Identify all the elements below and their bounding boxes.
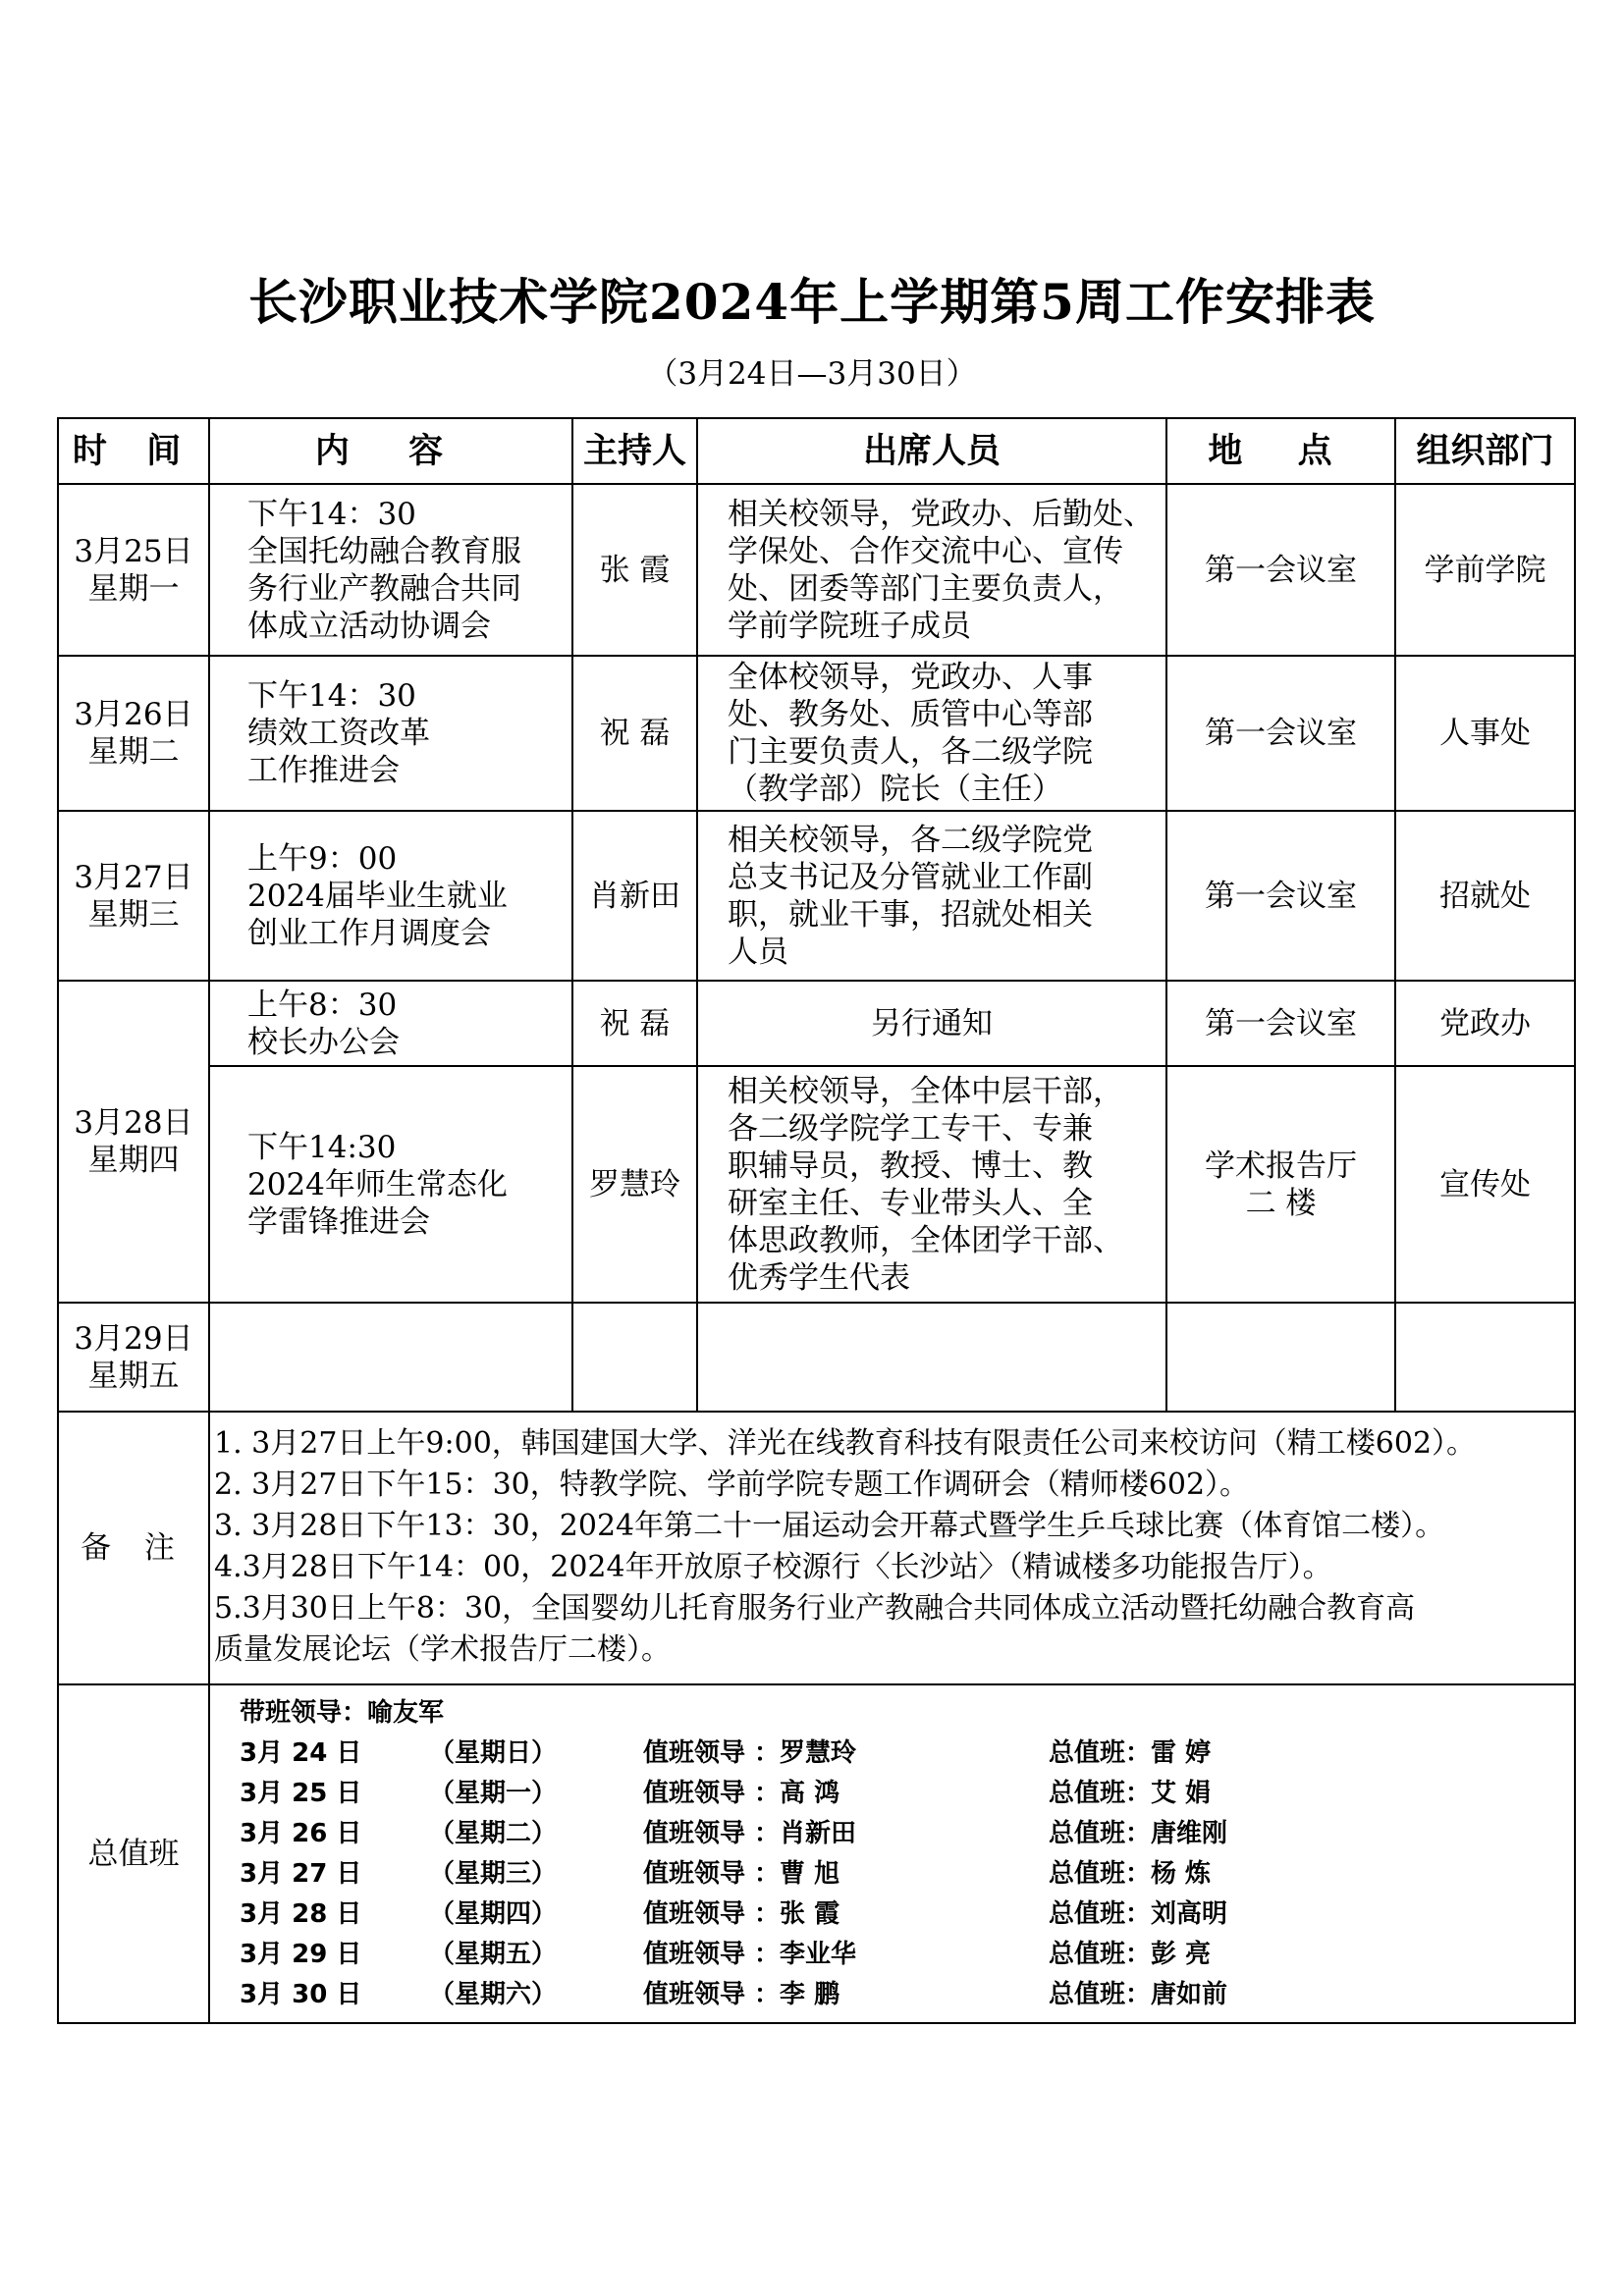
duty-entry (240, 1734, 1574, 1774)
row-location: 第一会议室 (1166, 656, 1395, 811)
note-item: 5.3月30日上午8：30，全国婴幼儿托育服务行业产教融合共同体成立活动暨托幼融合教育高 (214, 1591, 1416, 1626)
row-dept: 招就处 (1395, 811, 1575, 981)
duty-entry (240, 1854, 1574, 1895)
row-host: 祝 磊 (572, 656, 697, 811)
row-content (209, 1303, 572, 1412)
duty-date: 3月 25 日 (240, 1778, 362, 1808)
duty-leader: 值班领导 ：李业华 (643, 1939, 857, 1969)
table-row (58, 1066, 1575, 1303)
row-date: 3月28日 星期四 (58, 981, 209, 1303)
duty-leader: 值班领导 ：张 霞 (643, 1898, 840, 1929)
table-row (58, 656, 1575, 811)
schedule-table (57, 417, 1576, 2024)
row-dept (1395, 1303, 1575, 1412)
row-attendees: 全体校领导，党政办、人事 处、教务处、质管中心等部 门主要负责人，各二级学院 （教学部）院长（主任） (697, 656, 1166, 811)
duty-leader: 值班领导 ：李 鹏 (643, 1979, 840, 2009)
duty-content (209, 1684, 1575, 2023)
notes-row (58, 1412, 1575, 1684)
row-date: 3月25日 星期一 (58, 484, 209, 656)
header-time: 时 间 (58, 418, 209, 484)
row-date: 3月26日 星期二 (58, 656, 209, 811)
duty-weekday: （星期日） (429, 1737, 558, 1768)
duty-chief: 总值班：唐如前 (1049, 1979, 1228, 2009)
date-range-subtitle: （3月24日—3月30日） (647, 356, 977, 392)
notes-content (209, 1412, 1575, 1684)
row-host: 祝 磊 (572, 981, 697, 1066)
duty-row (58, 1684, 1575, 2023)
row-host: 张 霞 (572, 484, 697, 656)
duty-weekday: （星期三） (429, 1858, 558, 1889)
note-item: 4.3月28日下午14：00，2024年开放原子校源行〈长沙站〉（精诚楼多功能报告厅）。 (214, 1550, 1332, 1584)
row-dept: 党政办 (1395, 981, 1575, 1066)
note-item: 1. 3月27日上午9:00，韩国建国大学、洋光在线教育科技有限责任公司来校访问（精工楼602）。 (214, 1426, 1477, 1461)
duty-entry (240, 1895, 1574, 1935)
duty-weekday: （星期六） (429, 1979, 558, 2009)
notes-label: 备 注 (58, 1412, 209, 1684)
row-content: 上午8：30 校长办公会 (209, 981, 572, 1066)
duty-weekday: （星期二） (429, 1818, 558, 1848)
duty-date: 3月 29 日 (240, 1939, 362, 1969)
table-row (58, 811, 1575, 981)
row-location: 第一会议室 (1166, 981, 1395, 1066)
row-attendees: 相关校领导，各二级学院党 总支书记及分管就业工作副 职，就业干事，招就处相关 人员 (697, 811, 1166, 981)
header-location: 地 点 (1166, 418, 1395, 484)
note-item: 2. 3月27日下午15：30，特教学院、学前学院专题工作调研会（精师楼602）。 (214, 1468, 1250, 1502)
duty-entry (240, 1814, 1574, 1854)
header-dept: 组织部门 (1395, 418, 1575, 484)
table-header-row (58, 418, 1575, 484)
row-dept: 宣传处 (1395, 1066, 1575, 1303)
row-dept: 学前学院 (1395, 484, 1575, 656)
header-content: 内 容 (209, 418, 572, 484)
row-location (1166, 1303, 1395, 1412)
row-date: 3月29日 星期五 (58, 1303, 209, 1412)
duty-leader: 值班领导 ：高 鸿 (643, 1778, 840, 1808)
row-dept: 人事处 (1395, 656, 1575, 811)
row-location: 第一会议室 (1166, 811, 1395, 981)
row-content: 下午14：30 全国托幼融合教育服 务行业产教融合共同 体成立活动协调会 (209, 484, 572, 656)
row-content: 下午14:30 2024年师生常态化 学雷锋推进会 (209, 1066, 572, 1303)
duty-chief: 总值班：雷 婷 (1049, 1737, 1212, 1768)
row-content: 上午9：00 2024届毕业生就业 创业工作月调度会 (209, 811, 572, 981)
duty-chief: 总值班：唐维刚 (1049, 1818, 1228, 1848)
duty-leader: 值班领导 ：肖新田 (643, 1818, 857, 1848)
duty-weekday: （星期四） (429, 1898, 558, 1929)
duty-weekday: （星期五） (429, 1939, 558, 1969)
row-attendees: 相关校领导，党政办、后勤处、 学保处、合作交流中心、宣传 处、团委等部门主要负责人， 学前学院班子成员 (697, 484, 1166, 656)
row-content: 下午14：30 绩效工资改革 工作推进会 (209, 656, 572, 811)
row-host: 肖新田 (572, 811, 697, 981)
header-attendees: 出席人员 (697, 418, 1166, 484)
document-title: 长沙职业技术学院2024年上学期第5周工作安排表 (248, 273, 1376, 331)
note-item: 3. 3月28日下午13：30，2024年第二十一届运动会开幕式暨学生乒乓球比赛（体育馆二楼）。 (214, 1509, 1445, 1543)
duty-label: 总值班 (58, 1684, 209, 2023)
duty-weekday: （星期一） (429, 1778, 558, 1808)
duty-date: 3月 27 日 (240, 1858, 362, 1889)
note-item: 质量发展论坛（学术报告厅二楼）。 (214, 1632, 671, 1667)
table-row (58, 981, 1575, 1066)
table-row (58, 484, 1575, 656)
duty-date: 3月 30 日 (240, 1979, 362, 2009)
duty-entry (240, 1935, 1574, 1975)
duty-chief: 总值班：刘高明 (1049, 1898, 1228, 1929)
duty-date: 3月 24 日 (240, 1737, 362, 1768)
row-host (572, 1303, 697, 1412)
row-attendees: 相关校领导，全体中层干部， 各二级学院学工专干、专兼 职辅导员，教授、博士、教 研室主任、专业带头人、全 体思政教师，全体团学干部、 优秀学生代表 (697, 1066, 1166, 1303)
duty-chief: 总值班：彭 亮 (1049, 1939, 1212, 1969)
row-location: 学术报告厅 二 楼 (1166, 1066, 1395, 1303)
row-attendees (697, 1303, 1166, 1412)
header-host: 主持人 (572, 418, 697, 484)
duty-chief: 总值班：杨 炼 (1049, 1858, 1212, 1889)
duty-date: 3月 28 日 (240, 1898, 362, 1929)
row-attendees: 另行通知 (697, 981, 1166, 1066)
duty-leader: 值班领导 ：罗慧玲 (643, 1737, 857, 1768)
duty-entry (240, 1774, 1574, 1814)
table-row (58, 1303, 1575, 1412)
duty-chief: 总值班：艾 娟 (1049, 1778, 1212, 1808)
duty-leader: 值班领导 ：曹 旭 (643, 1858, 840, 1889)
row-date: 3月27日 星期三 (58, 811, 209, 981)
row-host: 罗慧玲 (572, 1066, 697, 1303)
duty-lead: 带班领导：喻友军 (240, 1697, 445, 1728)
duty-date: 3月 26 日 (240, 1818, 362, 1848)
row-location: 第一会议室 (1166, 484, 1395, 656)
duty-entry (240, 1975, 1574, 2015)
